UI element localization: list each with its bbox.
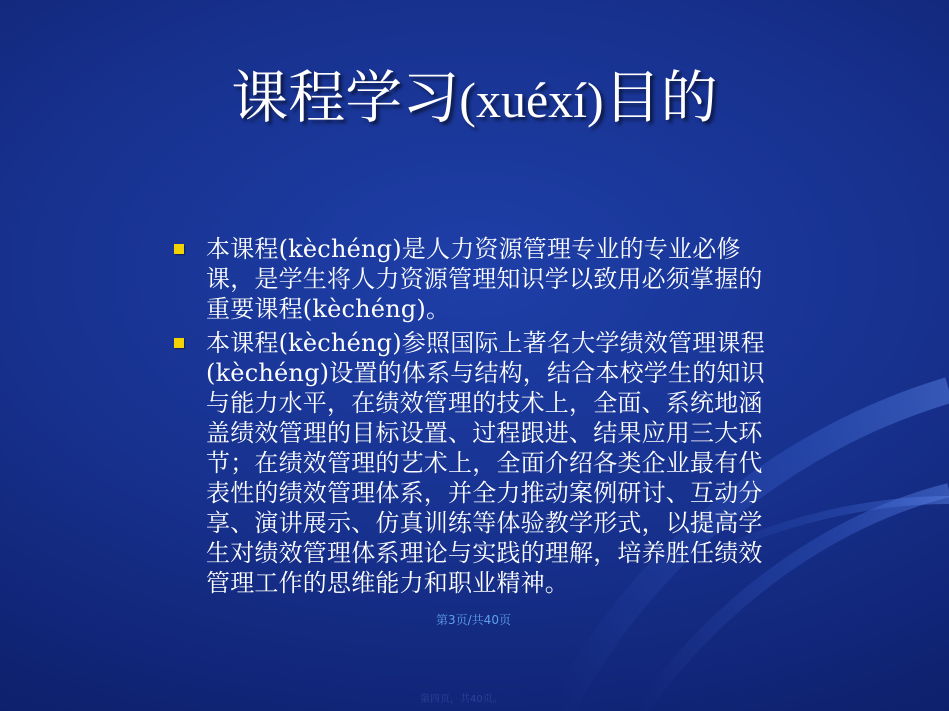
bullet-item xyxy=(172,328,772,598)
bullet-list xyxy=(172,234,772,602)
page-counter: 第3页/共40页 xyxy=(436,613,511,627)
footer-page-note: 第四页，共40页。 xyxy=(420,694,503,705)
square-bullet-icon xyxy=(174,244,184,254)
square-bullet-icon xyxy=(174,338,184,348)
title-pinyin: (xuéxí) xyxy=(459,72,604,128)
slide-title xyxy=(0,58,949,140)
bullet-item xyxy=(172,234,772,324)
title-part2: 目的 xyxy=(603,65,718,131)
bullet-text: 本课程(kèchéng)是人力资源管理专业的专业必修课，是学生将人力资源管理知识学以致用必须掌握的重要课程(kèchéng)。 xyxy=(206,235,763,323)
bullet-text: 本课程(kèchéng)参照国际上著名大学绩效管理课程(kèchéng)设置的体系与结构，结合本校学生的知识与能力水平，在绩效管理的技术上，全面、系统地涵盖绩效管理的目标设置、过程跟进、结果应用三大环节；在绩效管理的艺术上，全面介绍各类企业最有代表性的绩效管理体系，并全力推动案例研讨、互动分享、演讲展示、仿真训练等体验教学形式，以提高学生对绩效管理体系理论与实践的理解，培养胜任绩效管理工作的思维能力和职业精神。 xyxy=(206,329,765,597)
title-part1: 课程学习 xyxy=(231,65,460,131)
